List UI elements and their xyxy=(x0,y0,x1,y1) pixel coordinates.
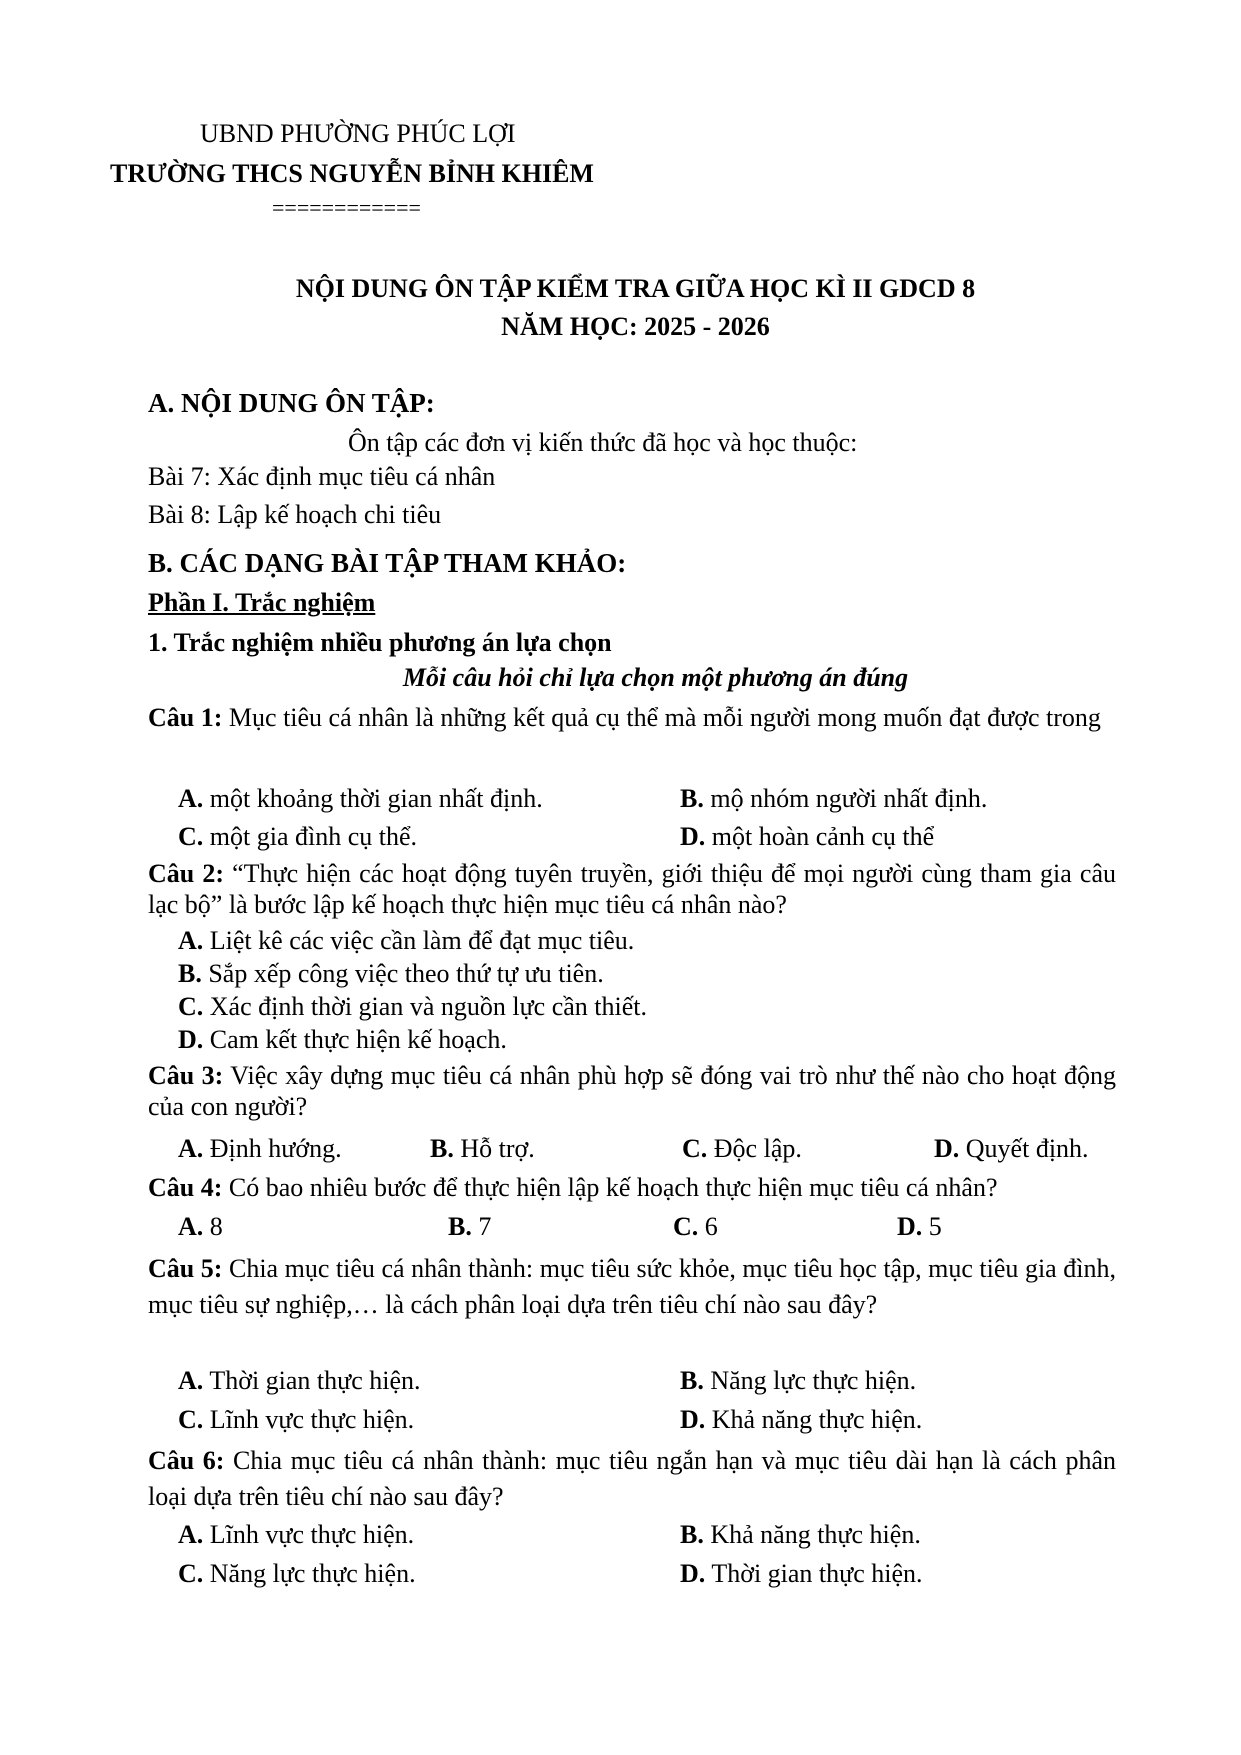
question-label: Câu 3: xyxy=(148,1061,224,1090)
answer-option: B. Năng lực thực hiện. xyxy=(680,1366,917,1395)
section-a-heading: A. NỘI DUNG ÔN TẬP: xyxy=(148,388,435,418)
question xyxy=(148,1060,1116,1122)
question xyxy=(148,702,1116,733)
answer-option: B. Sắp xếp công việc theo thứ tự ưu tiên. xyxy=(178,959,604,988)
answer-option: C. Lĩnh vực thực hiện. xyxy=(178,1405,415,1434)
document-title: NỘI DUNG ÔN TẬP KIỂM TRA GIỮA HỌC KÌ II GDCD 8 xyxy=(295,274,976,303)
question xyxy=(148,1172,998,1203)
answer-option: A. Định hướng. xyxy=(178,1134,342,1163)
answer-option: C. một gia đình cụ thể. xyxy=(178,822,418,851)
question-text: Chia mục tiêu cá nhân thành: mục tiêu sức khỏe, mục tiêu học tập, mục tiêu gia đình, mục tiêu sự nghiệp,… là cách phân loại dựa trên tiêu chí nào sau đây? xyxy=(148,1254,1116,1319)
answer-option: D. một hoàn cảnh cụ thể xyxy=(680,822,935,851)
answer-option: A. 8 xyxy=(178,1212,223,1241)
instruction-text: Mỗi câu hỏi chỉ lựa chọn một phương án đúng xyxy=(402,663,909,692)
question-text: “Thực hiện các hoạt động tuyên truyền, giới thiệu để mọi người cùng tham gia câu lạc bộ” là bước lập kế hoạch thực hiện mục tiêu cá nhân nào? xyxy=(148,859,1116,920)
question-label: Câu 2: xyxy=(148,859,224,888)
question-label: Câu 6: xyxy=(148,1446,225,1475)
answer-option: C. Năng lực thực hiện. xyxy=(178,1559,416,1588)
answer-option: A. Lĩnh vực thực hiện. xyxy=(178,1520,415,1549)
question-text: Việc xây dựng mục tiêu cá nhân phù hợp sẽ đóng vai trò như thế nào cho hoạt động của con người? xyxy=(148,1061,1116,1122)
school-year: NĂM HỌC: 2025 - 2026 xyxy=(501,312,770,341)
answer-option: D. Cam kết thực hiện kế hoạch. xyxy=(178,1025,507,1054)
subsection-heading: 1. Trắc nghiệm nhiều phương án lựa chọn xyxy=(148,628,612,657)
question-text: Có bao nhiêu bước để thực hiện lập kế hoạch thực hiện mục tiêu cá nhân? xyxy=(228,1173,998,1202)
question-label: Câu 4: xyxy=(148,1173,223,1202)
school-name: TRƯỜNG THCS NGUYỄN BỈNH KHIÊM xyxy=(110,159,594,188)
answer-option: D. 5 xyxy=(897,1212,942,1241)
answer-option: B. Khả năng thực hiện. xyxy=(680,1520,921,1549)
part-heading: Phần I. Trắc nghiệm xyxy=(148,588,376,617)
section-b-heading: B. CÁC DẠNG BÀI TẬP THAM KHẢO: xyxy=(148,548,627,578)
answer-option: B. 7 xyxy=(448,1212,492,1241)
authority-name: UBND PHƯỜNG PHÚC LỢI xyxy=(200,119,516,148)
question xyxy=(148,858,1116,920)
answer-option: C. Độc lập. xyxy=(682,1134,802,1163)
lesson-item: Bài 7: Xác định mục tiêu cá nhân xyxy=(148,462,496,491)
question-label: Câu 5: xyxy=(148,1254,223,1283)
section-a-intro: Ôn tập các đơn vị kiến thức đã học và học thuộc: xyxy=(348,428,858,457)
question xyxy=(148,1443,1116,1515)
answer-option: B. mộ nhóm người nhất định. xyxy=(680,784,988,813)
answer-option: D. Thời gian thực hiện. xyxy=(680,1559,923,1588)
answer-option: C. 6 xyxy=(673,1212,718,1241)
answer-option: C. Xác định thời gian và nguồn lực cần thiết. xyxy=(178,992,648,1021)
question xyxy=(148,1251,1116,1323)
header-separator: ============ xyxy=(272,195,421,220)
answer-option: D. Khả năng thực hiện. xyxy=(680,1405,923,1434)
question-label: Câu 1: xyxy=(148,703,223,732)
answer-option: A. Liệt kê các việc cần làm để đạt mục tiêu. xyxy=(178,926,635,955)
answer-option: A. một khoảng thời gian nhất định. xyxy=(178,784,543,813)
question-text: Mục tiêu cá nhân là những kết quả cụ thể mà mỗi người mong muốn đạt được trong xyxy=(228,703,1101,732)
lesson-item: Bài 8: Lập kế hoạch chi tiêu xyxy=(148,500,442,529)
question-text: Chia mục tiêu cá nhân thành: mục tiêu ngắn hạn và mục tiêu dài hạn là cách phân loại dựa trên tiêu chí nào sau đây? xyxy=(148,1446,1116,1511)
answer-option: D. Quyết định. xyxy=(934,1134,1089,1163)
answer-option: A. Thời gian thực hiện. xyxy=(178,1366,421,1395)
answer-option: B. Hỗ trợ. xyxy=(430,1134,535,1163)
